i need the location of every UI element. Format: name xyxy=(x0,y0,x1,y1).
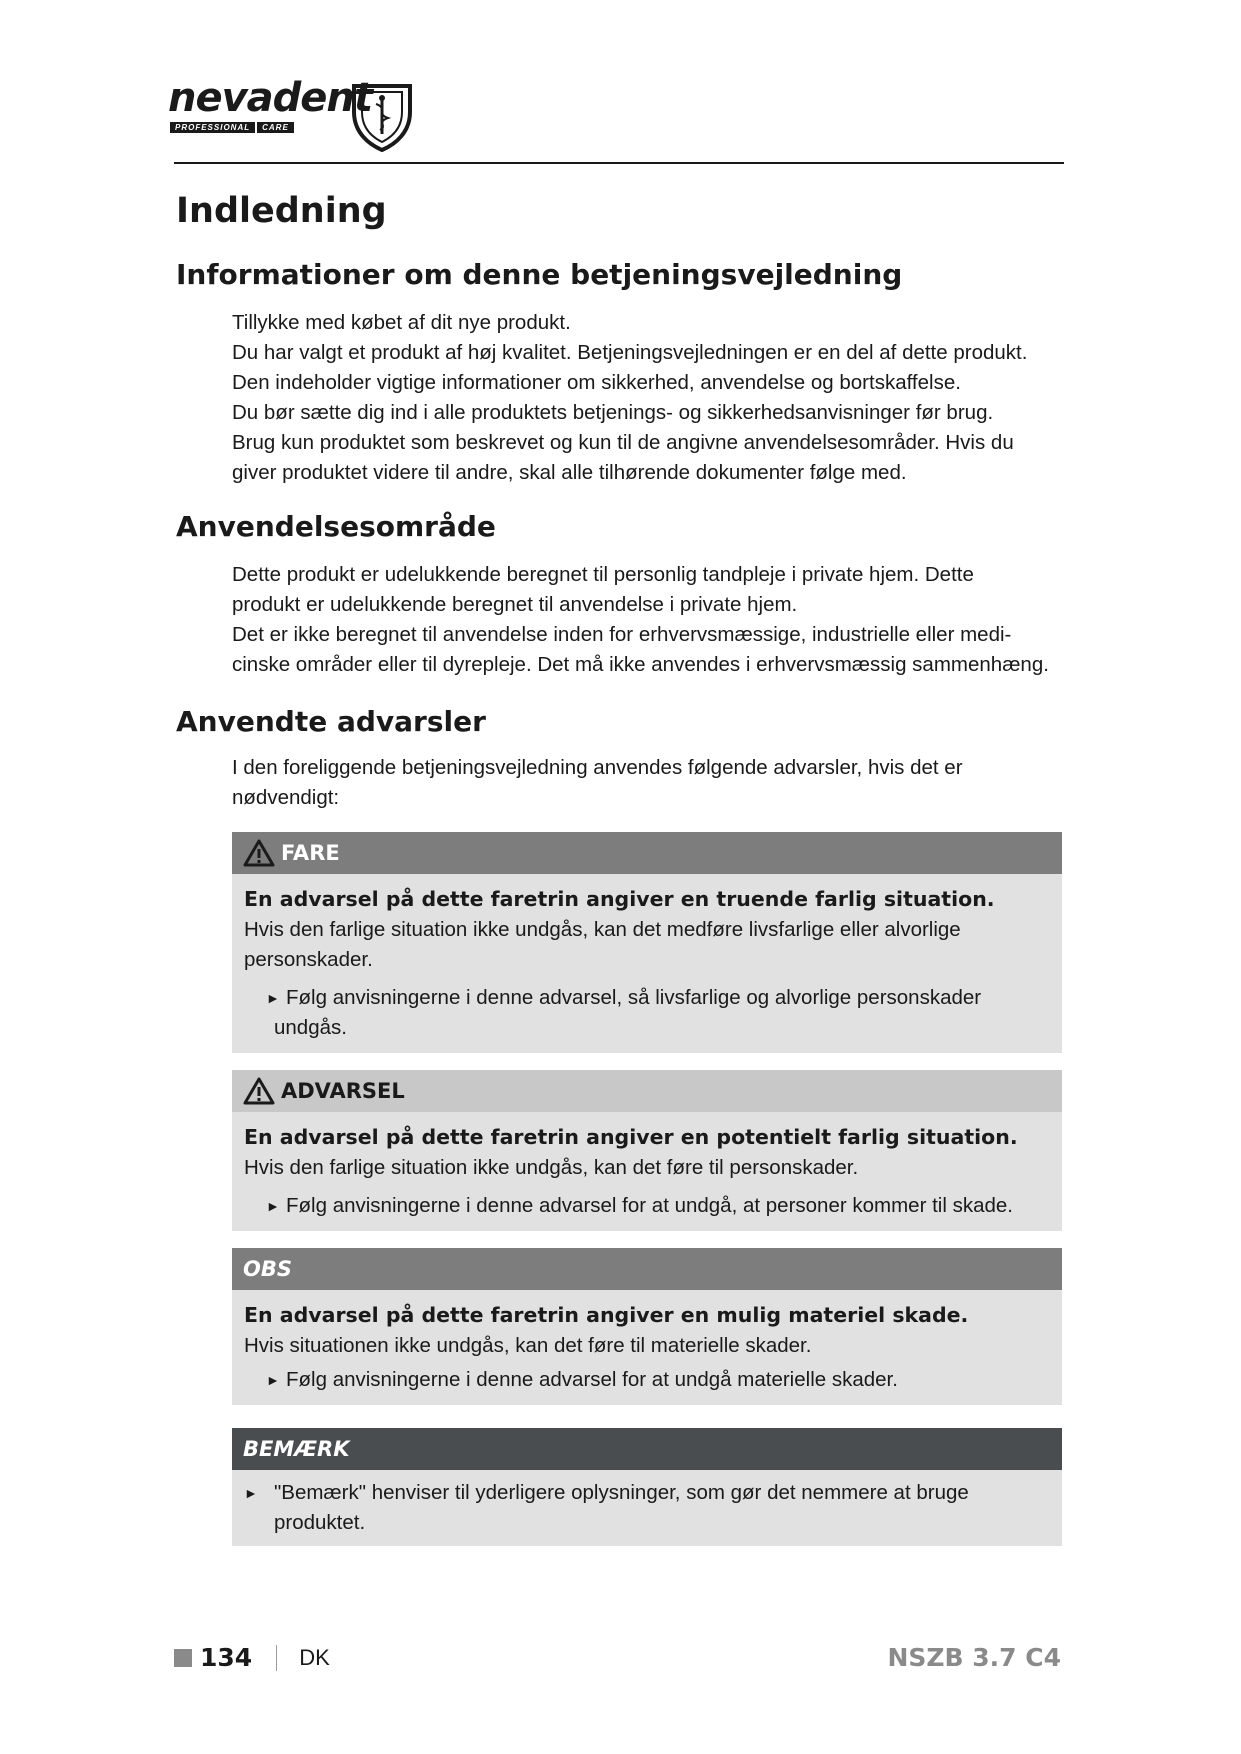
warning-triangle-icon xyxy=(243,1077,275,1105)
note-body xyxy=(232,1470,1062,1546)
note-step xyxy=(244,1478,1050,1538)
text-line: I den foreliggende betjeningsvejledning anvendes følgende advarsler, hvis det er xyxy=(232,756,963,779)
text-line: Du har valgt et produkt af høj kvalitet. Betjeningsvejledningen er en del af dette produkt. xyxy=(232,341,1028,364)
text-line: Tillykke med købet af dit nye produkt. xyxy=(232,311,571,334)
warning-label: ADVARSEL xyxy=(281,1079,405,1103)
brand-tagline-left: PROFESSIONAL xyxy=(170,122,255,133)
brand-name: nevadent xyxy=(168,75,373,121)
warning-strong-text: En advarsel på dette faretrin angiver en potentielt farlig situation. xyxy=(244,1125,1018,1149)
warning-triangle-icon xyxy=(243,839,275,867)
brand-tagline xyxy=(170,122,294,133)
arrow-right-icon: ► xyxy=(266,1372,280,1388)
warning-header-advarsel xyxy=(232,1070,1062,1112)
warning-header-obs xyxy=(232,1248,1062,1290)
model-number: NSZB 3.7 C4 xyxy=(887,1643,1061,1672)
warning-text: Hvis den farlige situation ikke undgås, kan det medføre livsfarlige eller alvorlige xyxy=(244,918,961,941)
text-line: Den indeholder vigtige informationer om sikkerhed, anvendelse og bortskaffelse. xyxy=(232,371,961,394)
section-heading-usage: Anvendelsesområde xyxy=(176,510,496,543)
step-line: "Bemærk" henviser til yderligere oplysninger, som gør det nemmere at bruge xyxy=(274,1481,969,1504)
text-line: nødvendigt: xyxy=(232,786,340,809)
brand-seal-icon xyxy=(350,78,414,152)
arrow-right-icon: ► xyxy=(244,1485,258,1501)
text-line: produkt er udelukkende beregnet til anvendelse i private hjem. xyxy=(232,593,798,616)
warning-text: personskader. xyxy=(244,948,373,971)
warning-text: Hvis situationen ikke undgås, kan det føre til materielle skader. xyxy=(244,1334,812,1357)
warning-label: FARE xyxy=(281,841,340,865)
warning-label: OBS xyxy=(243,1257,292,1281)
warning-step xyxy=(244,983,1050,1043)
text-line: Det er ikke beregnet til anvendelse inden for erhvervsmæssige, industrielle eller medi- xyxy=(232,623,1012,646)
text-line: Du bør sætte dig ind i alle produktets betjenings- og sikkerhedsanvisninger før brug. xyxy=(232,401,994,424)
section-heading-info: Informationer om denne betjeningsvejledning xyxy=(176,258,903,291)
page-marker-icon xyxy=(174,1649,192,1667)
warning-body xyxy=(232,1112,1062,1231)
section-heading-warnings: Anvendte advarsler xyxy=(176,705,486,738)
page-number: 134 xyxy=(200,1643,253,1672)
step-line: produktet. xyxy=(274,1511,366,1534)
step-line: Følg anvisningerne i denne advarsel, så livsfarlige og alvorlige personskader xyxy=(286,986,982,1009)
section-body-info xyxy=(232,308,1082,488)
footer-left xyxy=(174,1638,330,1678)
warning-strong-text: En advarsel på dette faretrin angiver en mulig materiel skade. xyxy=(244,1303,969,1327)
arrow-right-icon: ► xyxy=(266,990,280,1006)
note-header-bemaerk xyxy=(232,1428,1062,1470)
step-line: Følg anvisningerne i denne advarsel for at undgå, at personer kommer til skade. xyxy=(286,1194,1013,1217)
warning-body xyxy=(232,874,1062,1053)
footer-separator xyxy=(276,1645,277,1671)
section-body-usage xyxy=(232,560,1082,680)
step-line: undgås. xyxy=(274,1016,347,1039)
header-rule xyxy=(174,162,1064,164)
text-line: giver produktet videre til andre, skal alle tilhørende dokumenter følge med. xyxy=(232,461,907,484)
warning-header-fare xyxy=(232,832,1062,874)
warning-box-obs xyxy=(232,1248,1062,1405)
warning-box-advarsel xyxy=(232,1070,1062,1231)
warning-step xyxy=(244,1191,1050,1221)
warning-strong-text: En advarsel på dette faretrin angiver en truende farlig situation. xyxy=(244,887,995,911)
text-line: Brug kun produktet som beskrevet og kun til de angivne anvendelsesområder. Hvis du xyxy=(232,431,1014,454)
note-box-bemaerk xyxy=(232,1428,1062,1546)
brand-logo xyxy=(168,75,418,154)
language-code: DK xyxy=(299,1645,330,1670)
section-body-warnings xyxy=(232,753,1082,813)
warning-box-fare xyxy=(232,832,1062,1053)
text-line: Dette produkt er udelukkende beregnet til personlig tandpleje i private hjem. Dette xyxy=(232,563,974,586)
arrow-right-icon: ► xyxy=(266,1198,280,1214)
page-title: Indledning xyxy=(176,191,387,231)
warning-step xyxy=(244,1365,1050,1395)
warning-body xyxy=(232,1290,1062,1405)
text-line: cinske områder eller til dyrepleje. Det må ikke anvendes i erhvervsmæssig sammenhæng. xyxy=(232,653,1049,676)
note-label: BEMÆRK xyxy=(243,1437,350,1461)
warning-text: Hvis den farlige situation ikke undgås, kan det føre til personskader. xyxy=(244,1156,859,1179)
step-line: Følg anvisningerne i denne advarsel for at undgå materielle skader. xyxy=(286,1368,898,1391)
brand-tagline-right: CARE xyxy=(257,122,294,133)
